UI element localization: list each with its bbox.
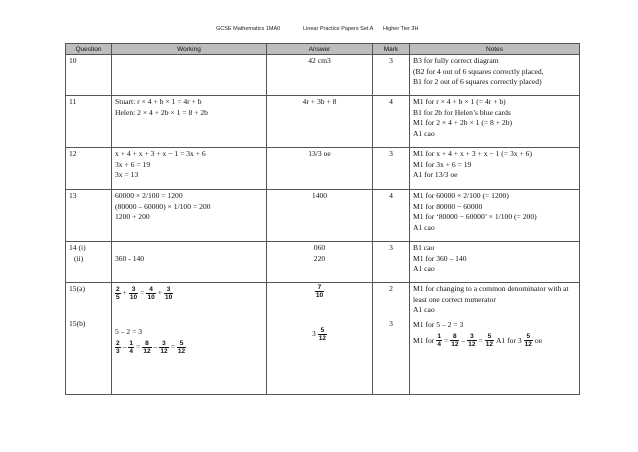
note-line: B1 cao	[413, 243, 435, 252]
question-number	[66, 283, 112, 395]
fraction: $\frac{3}{10}$	[164, 286, 173, 301]
question-number: 11	[66, 96, 112, 148]
question-number: 13	[66, 190, 112, 242]
working-line: 5 – 2 = 3	[115, 327, 143, 336]
notes-cell	[410, 283, 580, 395]
note-line: M1 for 5 – 2 = 3	[413, 319, 464, 329]
answer-cell: 1400	[267, 190, 373, 242]
fraction: $\frac{5}{12}$	[318, 327, 327, 342]
mark-cell	[373, 283, 410, 395]
header-subject: GCSE Mathematics 1MA0	[216, 26, 281, 32]
working-fraction-line: $\frac{2}{5}$ + $\frac{3}{10}$ = $\frac{4}{10}$ + $\frac{3}{10}$	[116, 286, 173, 301]
question-part: 14 (i)	[69, 243, 86, 252]
working-line: 360 - 140	[115, 253, 145, 263]
note-line: B1 for 2 out of 6 squares correctly placed)	[413, 77, 542, 87]
working-line: Stuart: r × 4 + b × 1 = 4r + b	[115, 97, 202, 106]
mark-cell: 4	[373, 190, 410, 242]
notes-cell	[410, 190, 580, 242]
answer-cell	[267, 283, 373, 395]
note-line: A1 cao	[413, 128, 435, 138]
working-cell	[112, 283, 267, 395]
answer-cell: 4r + 3b + 8	[267, 96, 373, 148]
note-line: M1 for 80000 − 60000	[413, 201, 483, 211]
mark-cell: 4	[373, 96, 410, 148]
table-row	[66, 242, 580, 283]
note-line: M1 for 3x + 6 = 19	[413, 159, 472, 169]
working-cell	[112, 242, 267, 283]
note-line: A1 cao	[413, 222, 435, 232]
note-line: least one correct numerator	[413, 294, 496, 304]
question-part: 15(a)	[69, 284, 86, 293]
fraction: $\frac{4}{10}$	[147, 286, 155, 301]
note-line: M1 for changing to a common denominator with at	[413, 284, 569, 293]
fraction: $\frac{1}{4}$	[129, 339, 134, 355]
working-fraction-line: $\frac{2}{3}$ – $\frac{1}{4}$ = $\frac{8}{12}$ – $\frac{3}{12}$ = $\frac{5}{12}$	[116, 339, 186, 355]
notes-cell	[410, 96, 580, 148]
note-line: A1 for 13/3 oe	[413, 170, 458, 180]
note-line: M1 for x + 4 + x + 3 + x − 1 (= 3x + 6)	[413, 149, 532, 158]
working-line: x + 4 + x + 3 + x − 1 = 3x + 6	[115, 149, 206, 158]
note-line: A1 cao	[413, 264, 435, 274]
fraction: $\frac{5}{12}$	[485, 333, 494, 349]
question-part: (ii)	[74, 253, 84, 263]
fraction: $\frac{5}{12}$	[524, 333, 532, 349]
fraction: $\frac{3}{12}$	[160, 339, 168, 355]
note-line: M1 for ‘80000 − 60000’ × 1/100 (= 200)	[413, 212, 537, 222]
fraction: $\frac{2}{3}$	[116, 339, 120, 355]
working-line: 60000 × 2/100 = 1200	[115, 191, 183, 200]
answer-part: 220	[313, 253, 326, 263]
answer-mixed-number: 3 $\frac{5}{12}$	[311, 327, 327, 342]
mark-part: 3	[389, 318, 393, 328]
working-cell	[112, 190, 267, 242]
table-row	[66, 96, 580, 148]
fraction: $\frac{2}{5}$	[116, 286, 120, 301]
notes-cell	[410, 242, 580, 283]
header-paper: Linear Practice Papers Set A	[303, 26, 374, 32]
answer-cell: 13/3 oe	[267, 148, 373, 190]
mark-cell: 3	[373, 55, 410, 96]
fraction: $\frac{1}{4}$	[437, 333, 441, 349]
column-notes: Notes	[410, 44, 580, 55]
question-number	[66, 242, 112, 283]
question-part: 15(b)	[69, 318, 86, 328]
mark-cell: 3	[373, 242, 410, 283]
note-fraction-line: M1 for $\frac{1}{4}$ = $\frac{8}{12}$ – $\frac{3}{12}$ = $\frac{5}{12}$	[413, 333, 494, 349]
working-cell	[112, 55, 267, 96]
mark-cell: 3	[373, 148, 410, 190]
table-row	[66, 190, 580, 242]
note-line: (B2 for 4 out of 6 squares correctly placed,	[413, 66, 544, 76]
question-number: 12	[66, 148, 112, 190]
answer-cell: 42 cm3	[267, 55, 373, 96]
working-line: 3x = 13	[115, 170, 139, 180]
working-line: 1200 + 200	[115, 212, 150, 222]
note-line: M1 for 60000 × 2/100 (= 1200)	[413, 191, 509, 200]
working-line: Helen: 2 × 4 + 2b × 1 = 8 + 2b	[115, 107, 208, 117]
table-row	[66, 283, 580, 395]
notes-cell	[410, 55, 580, 96]
working-cell	[112, 96, 267, 148]
mark-scheme-table	[65, 43, 580, 395]
answer-fraction: $\frac{7}{10}$	[315, 284, 324, 299]
question-number: 10	[66, 55, 112, 96]
note-line: M1 for r × 4 + b × 1 (= 4r + b)	[413, 97, 506, 106]
fraction: $\frac{5}{12}$	[177, 339, 186, 355]
note-line: A1 cao	[413, 305, 435, 315]
note-line: M1 for 360 – 140	[413, 253, 467, 263]
note-fraction-line: A1 for 3 $\frac{5}{12}$ oe	[495, 333, 543, 349]
fraction: $\frac{3}{10}$	[129, 286, 138, 301]
note-line: B3 for fully correct diagram	[413, 56, 499, 65]
notes-cell	[410, 148, 580, 190]
table-header-row	[66, 44, 580, 55]
fraction: $\frac{8}{12}$	[451, 333, 459, 349]
working-cell	[112, 148, 267, 190]
column-mark: Mark	[373, 44, 410, 55]
table-row	[66, 148, 580, 190]
fraction: $\frac{3}{12}$	[468, 333, 476, 349]
mark-part: 2	[389, 284, 393, 293]
header-tier: Higher Tier 3H	[383, 26, 419, 32]
table-row	[66, 55, 580, 96]
column-answer: Answer	[267, 44, 373, 55]
answer-part: 060	[313, 243, 326, 252]
working-line: 3x + 6 = 19	[115, 159, 151, 169]
note-line: B1 for 2b for Helen’s blue cards	[413, 107, 511, 117]
column-question: Question	[66, 44, 112, 55]
answer-cell	[267, 242, 373, 283]
fraction: $\frac{8}{12}$	[143, 339, 151, 355]
working-line: (80000 – 60000) × 1/100 = 200	[115, 201, 211, 211]
note-line: M1 for 2 × 4 + 2b × 1 (= 8 + 2b)	[413, 118, 513, 128]
column-working: Working	[112, 44, 267, 55]
